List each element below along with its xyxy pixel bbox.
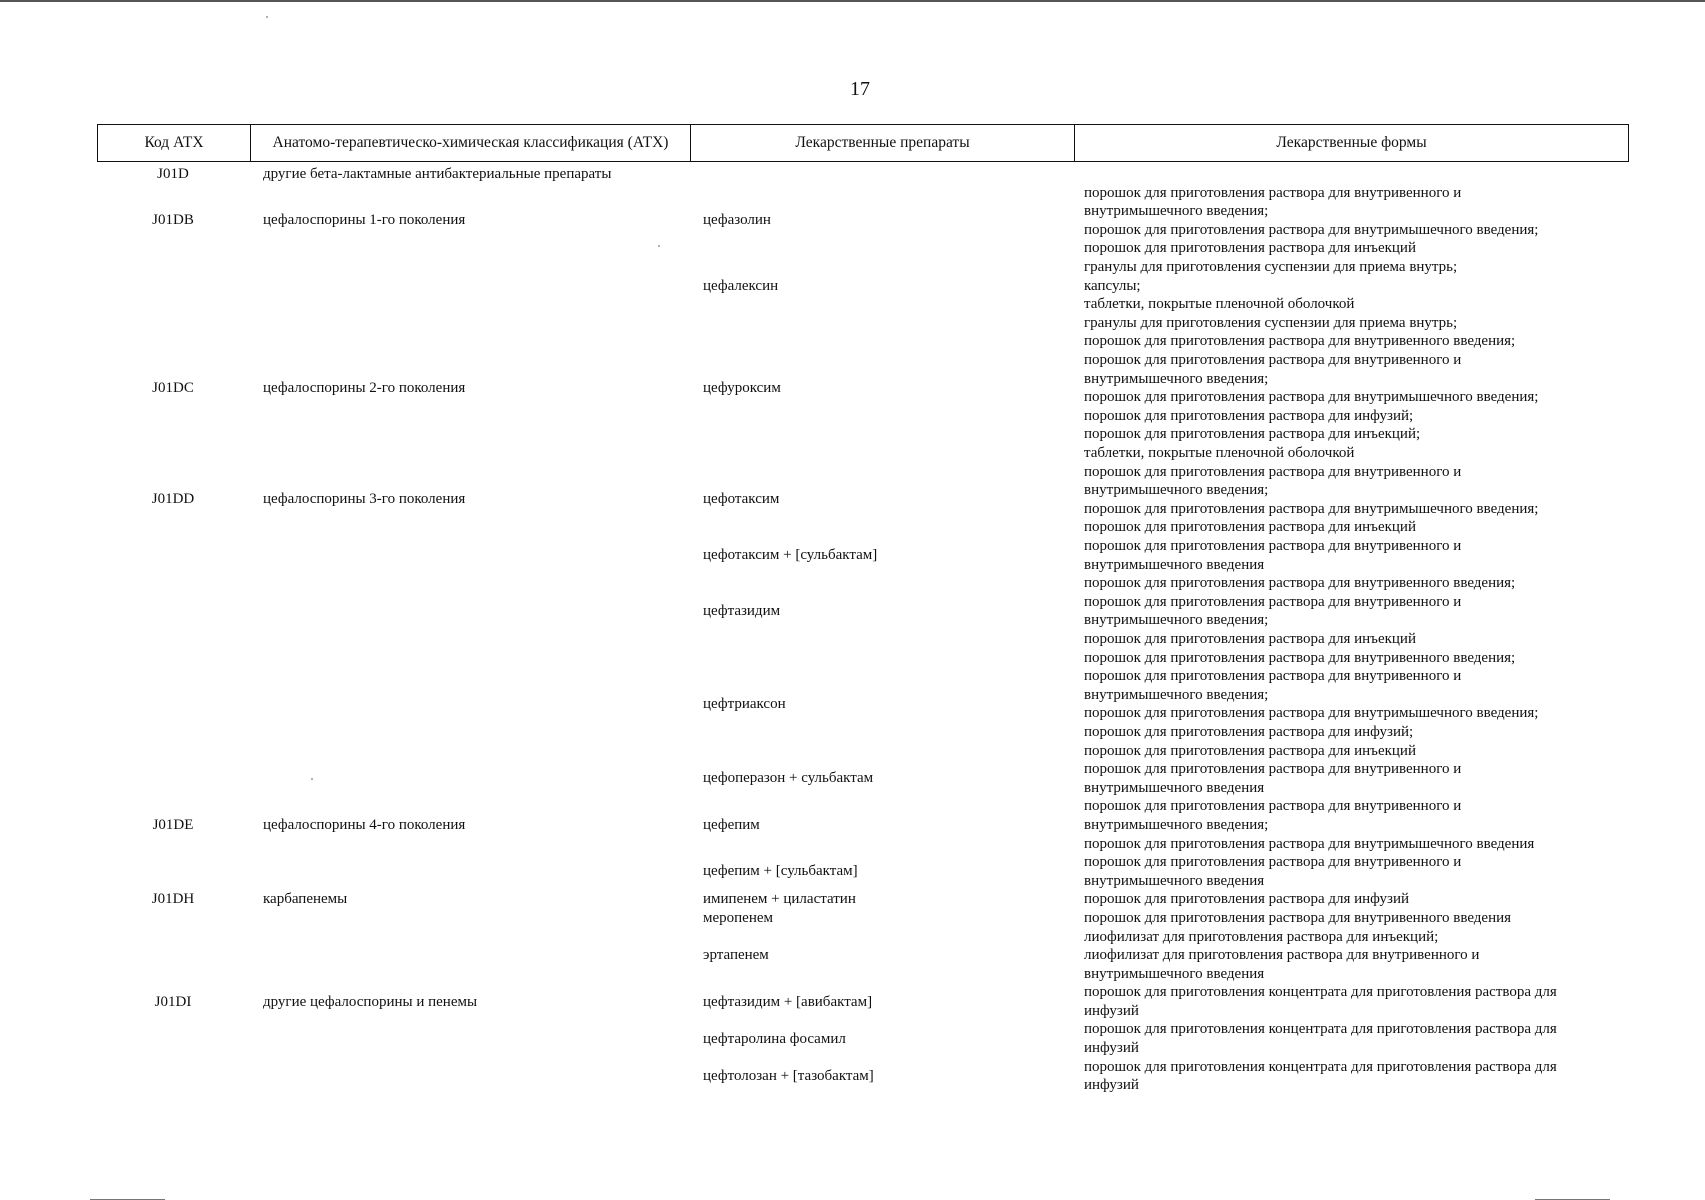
table-row	[97, 890, 1629, 909]
dosage-form-line: лиофилизат для приготовления раствора для инъекций;	[1084, 928, 1439, 945]
dosage-form-line: гранулы для приготовления суспензии для приема внутрь;	[1084, 314, 1458, 331]
atc-code: J01DD	[151, 491, 195, 508]
table-row	[97, 574, 1629, 648]
dosage-forms-cell	[1084, 258, 1457, 314]
atc-code: J01DI	[154, 993, 192, 1010]
table-row	[97, 537, 1629, 574]
dosage-forms-cell	[1084, 1020, 1557, 1057]
table-row	[97, 928, 1629, 984]
atc-group-name: карбапенемы	[263, 891, 348, 908]
table-row	[97, 760, 1629, 797]
dosage-forms-cell	[1084, 797, 1534, 853]
atc-group-name: цефалоспорины 2-го поколения	[263, 379, 466, 396]
table-row	[97, 184, 1629, 258]
dosage-form-line: порошок для приготовления раствора для инфузий	[1084, 891, 1410, 908]
drug-name: цефазолин	[703, 212, 771, 229]
dosage-form-line: внутримышечного введения;	[1084, 612, 1269, 629]
drug-name: эртапенем	[703, 947, 769, 964]
dosage-forms-cell	[1084, 760, 1461, 797]
dosage-form-line: порошок для приготовления раствора для внутримышечного введения;	[1084, 705, 1539, 722]
table-row	[97, 983, 1629, 1020]
dosage-forms-cell	[1084, 463, 1538, 537]
drug-name: цефепим + [сульбактам]	[703, 863, 858, 880]
dosage-form-line: таблетки, покрытые пленочной оболочкой	[1084, 444, 1355, 461]
atc-group-name: цефалоспорины 1-го поколения	[263, 212, 466, 229]
dosage-form-line: капсулы;	[1084, 277, 1141, 294]
drug-name: цефепим	[703, 816, 760, 833]
atc-group-name: цефалоспорины 3-го поколения	[263, 491, 466, 508]
drug-name: цефотаксим + [сульбактам]	[703, 547, 878, 564]
dosage-form-line: порошок для приготовления раствора для внутривенного и	[1084, 761, 1462, 778]
dosage-form-line: порошок для приготовления раствора для внутривенного и	[1084, 854, 1462, 871]
dosage-form-line: порошок для приготовления раствора для внутривенного введения;	[1084, 333, 1516, 350]
dosage-form-line: порошок для приготовления концентрата для приготовления раствора для	[1084, 1058, 1557, 1075]
drug-name: цефтаролина фосамил	[703, 1030, 846, 1047]
atc-code: J01D	[157, 166, 189, 182]
header-dosage-forms: Лекарственные формы	[1074, 125, 1628, 161]
dosage-form-line: порошок для приготовления раствора для инъекций	[1084, 240, 1416, 257]
table-row	[97, 314, 1629, 463]
dosage-form-line: гранулы для приготовления суспензии для приема внутрь;	[1084, 258, 1458, 275]
drug-name: цефтазидим + [авибактам]	[703, 993, 873, 1010]
dosage-form-line: таблетки, покрытые пленочной оболочкой	[1084, 296, 1355, 313]
dosage-form-line: внутримышечного введения	[1084, 779, 1265, 796]
dosage-form-line: порошок для приготовления концентрата для приготовления раствора для	[1084, 1021, 1557, 1038]
drug-name: цефотаксим	[703, 491, 780, 508]
drug-name: цефтолозан + [тазобактам]	[703, 1067, 874, 1084]
table-row	[97, 1020, 1629, 1057]
dosage-form-line: порошок для приготовления раствора для внутривенного и	[1084, 593, 1462, 610]
page-number: 17	[850, 78, 870, 100]
table-row	[97, 258, 1629, 314]
drug-name: цефоперазон + сульбактам	[703, 770, 874, 787]
atc-code: J01DC	[152, 379, 194, 396]
scan-speck	[266, 16, 268, 18]
dosage-form-line: порошок для приготовления раствора для внутривенного введения	[1084, 909, 1512, 926]
atc-group-name: цефалоспорины 4-го поколения	[263, 816, 466, 833]
atc-group-name: другие бета-лактамные антибактериальные препараты	[263, 166, 612, 182]
dosage-form-line: порошок для приготовления раствора для внутривенного и	[1084, 798, 1462, 815]
dosage-form-line: инфузий	[1084, 1077, 1139, 1094]
dosage-form-line: инфузий	[1084, 1040, 1139, 1057]
dosage-forms-cell	[1084, 890, 1409, 909]
dosage-form-line: порошок для приготовления раствора для внутримышечного введения;	[1084, 500, 1539, 517]
table-row	[97, 853, 1629, 890]
atc-code: J01DB	[152, 212, 194, 229]
drug-name: цефуроксим	[703, 379, 781, 396]
table-row	[97, 165, 1629, 184]
table-row	[97, 1058, 1629, 1095]
dosage-form-line: порошок для приготовления раствора для внутривенного введения;	[1084, 649, 1516, 666]
dosage-form-line: внутримышечного введения;	[1084, 370, 1269, 387]
header-code: Код АТХ	[144, 134, 204, 151]
header-drugs: Лекарственные препараты	[690, 125, 1074, 161]
dosage-form-line: внутримышечного введения;	[1084, 686, 1269, 703]
table-row	[97, 797, 1629, 853]
drug-name: цефтазидим	[703, 603, 781, 620]
dosage-form-line: порошок для приготовления раствора для внутривенного и	[1084, 463, 1462, 480]
header-atc-classification: Анатомо-терапевтическо-химическая классификация (АТХ)	[250, 125, 690, 161]
dosage-form-line: порошок для приготовления раствора для инъекций	[1084, 630, 1416, 647]
dosage-form-line: внутримышечного введения	[1084, 556, 1265, 573]
atc-code: J01DH	[151, 891, 195, 908]
dosage-forms-cell	[1084, 649, 1538, 761]
drug-name: цефтриаксон	[703, 696, 786, 713]
dosage-form-line: порошок для приготовления раствора для инфузий;	[1084, 723, 1414, 740]
dosage-forms-cell	[1084, 314, 1538, 463]
drug-name: цефалексин	[703, 277, 779, 294]
table-header	[97, 124, 1629, 162]
table-row	[97, 649, 1629, 761]
dosage-forms-cell	[1084, 574, 1515, 648]
dosage-form-line: порошок для приготовления раствора для внутривенного и	[1084, 537, 1462, 554]
dosage-forms-cell	[1084, 537, 1461, 574]
table-row	[97, 463, 1629, 537]
dosage-forms-cell	[1084, 983, 1557, 1020]
dosage-form-line: порошок для приготовления раствора для инъекций	[1084, 519, 1416, 536]
dosage-form-line: порошок для приготовления раствора для внутривенного и	[1084, 668, 1462, 685]
dosage-form-line: порошок для приготовления раствора для инъекций;	[1084, 426, 1421, 443]
dosage-form-line: инфузий	[1084, 1002, 1139, 1019]
dosage-form-line: порошок для приготовления раствора для внутривенного и	[1084, 351, 1462, 368]
dosage-form-line: внутримышечного введения	[1084, 872, 1265, 889]
dosage-form-line: внутримышечного введения;	[1084, 816, 1269, 833]
dosage-form-line: порошок для приготовления раствора для инъекций	[1084, 742, 1416, 759]
drug-name: имипенем + циластатин	[703, 891, 856, 908]
dosage-form-line: порошок для приготовления концентрата для приготовления раствора для	[1084, 984, 1557, 1001]
dosage-forms-cell	[1084, 184, 1538, 258]
dosage-form-line: порошок для приготовления раствора для внутримышечного введения;	[1084, 221, 1539, 238]
drug-name: меропенем	[703, 909, 774, 926]
dosage-forms-cell	[1084, 853, 1461, 890]
top-edge-rule	[0, 0, 1705, 2]
dosage-form-line: порошок для приготовления раствора для внутривенного и	[1084, 184, 1462, 201]
table-body	[97, 165, 1629, 1095]
dosage-form-line: внутримышечного введения;	[1084, 482, 1269, 499]
dosage-form-line: лиофилизат для приготовления раствора для внутривенного и	[1084, 947, 1480, 964]
dosage-form-line: порошок для приготовления раствора для внутривенного введения;	[1084, 575, 1516, 592]
dosage-forms-cell	[1084, 1058, 1557, 1095]
dosage-forms-cell	[1084, 909, 1511, 928]
dosage-form-line: порошок для приготовления раствора для инфузий;	[1084, 407, 1414, 424]
dosage-form-line: порошок для приготовления раствора для внутримышечного введения;	[1084, 389, 1539, 406]
dosage-form-line: внутримышечного введения;	[1084, 203, 1269, 220]
dosage-form-line: порошок для приготовления раствора для внутримышечного введения	[1084, 835, 1535, 852]
dosage-form-line: внутримышечного введения	[1084, 965, 1265, 982]
atc-group-name: другие цефалоспорины и пенемы	[263, 993, 478, 1010]
atc-code: J01DE	[152, 816, 194, 833]
table-row	[97, 909, 1629, 928]
dosage-forms-cell	[1084, 928, 1479, 984]
